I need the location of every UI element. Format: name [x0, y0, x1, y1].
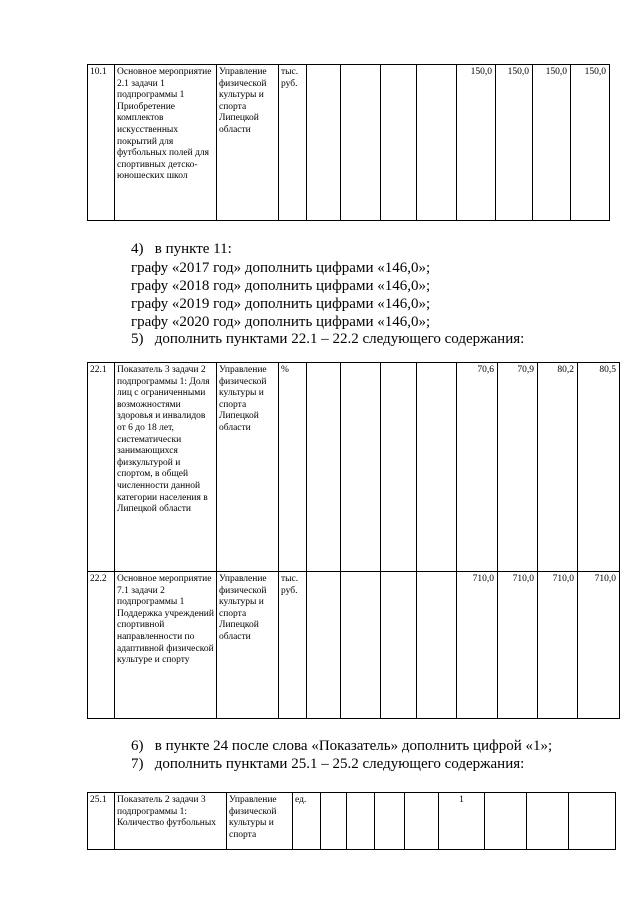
instruction-5: 5) дополнить пунктами 22.1 – 22.2 следующего содержания:	[131, 331, 525, 347]
instruction-6: 6) в пункте 24 после слова «Показатель» дополнить цифрой «1»;	[131, 738, 553, 754]
value-cell: 80,5	[578, 363, 620, 572]
value-cell: 710,0	[538, 572, 578, 719]
value-cell	[307, 363, 341, 572]
row-organization: Управление физической культуры и спорта Липецкой области	[217, 572, 279, 719]
value-cell	[527, 793, 569, 850]
value-cell: 70,6	[457, 363, 498, 572]
instruction-4: 4) в пункте 11:	[131, 241, 232, 257]
row-name: Показатель 2 задачи 3 подпрограммы 1: Количество футбольных	[115, 793, 227, 850]
value-cell	[341, 65, 381, 221]
value-cell	[321, 793, 347, 850]
value-cell	[307, 65, 341, 221]
row-organization: Управление физической культуры и спорта Липецкой области	[217, 65, 279, 221]
value-cell	[485, 793, 527, 850]
row-number: 10.1	[88, 65, 115, 221]
value-cell: 710,0	[498, 572, 538, 719]
row-organization: Управление физической культуры и спорта	[227, 793, 293, 850]
value-cell	[417, 65, 457, 221]
value-cell	[341, 572, 381, 719]
value-cell	[347, 793, 375, 850]
value-cell: 710,0	[457, 572, 498, 719]
row-number: 22.2	[88, 572, 115, 719]
value-cell: 80,2	[538, 363, 578, 572]
value-cell: 150,0	[496, 65, 533, 221]
instruction-line: графу «2017 год» дополнить цифрами «146,0»;	[131, 260, 431, 276]
value-cell	[417, 572, 457, 719]
row-name: Основное мероприятие 7.1 задачи 2 подпрограммы 1 Поддержка учреждений спортивной направленности по адаптивной физической культуре и спорту	[115, 572, 217, 719]
table-3	[87, 792, 616, 850]
value-cell	[341, 363, 381, 572]
table-row	[88, 793, 616, 850]
row-number: 25.1	[88, 793, 115, 850]
value-cell	[381, 572, 417, 719]
table-row	[88, 572, 620, 719]
row-organization: Управление физической культуры и спорта Липецкой области	[217, 363, 279, 572]
instruction-line: графу «2019 год» дополнить цифрами «146,0»;	[131, 296, 431, 312]
row-unit: тыс. руб.	[279, 65, 307, 221]
value-cell	[569, 793, 616, 850]
value-cell: 1	[439, 793, 485, 850]
value-cell: 710,0	[578, 572, 620, 719]
row-unit: %	[279, 363, 307, 572]
value-cell	[417, 363, 457, 572]
row-unit: ед.	[293, 793, 321, 850]
row-name: Показатель 3 задачи 2 подпрограммы 1: Доля лиц с ограниченными возможностями здоровья и инвалидов от 6 до 18 лет, систематически занимающихся физкультурой и спортом, в общей численности данной категории населения в Липецкой области	[115, 363, 217, 572]
row-name: Основное мероприятие 2.1 задачи 1 подпрограммы 1 Приобретение комплектов искусственных покрытий для футбольных полей для спортивных детско-юношеских школ	[115, 65, 217, 221]
value-cell	[307, 572, 341, 719]
instruction-line: графу «2020 год» дополнить цифрами «146,0»;	[131, 314, 431, 330]
value-cell	[405, 793, 439, 850]
value-cell: 70,9	[498, 363, 538, 572]
table-row	[88, 363, 620, 572]
table-row	[88, 65, 610, 221]
table-1	[87, 64, 610, 221]
value-cell: 150,0	[457, 65, 496, 221]
table-2	[87, 362, 620, 719]
value-cell: 150,0	[571, 65, 610, 221]
instruction-line: графу «2018 год» дополнить цифрами «146,0»;	[131, 278, 431, 294]
value-cell	[381, 363, 417, 572]
value-cell: 150,0	[533, 65, 571, 221]
value-cell	[375, 793, 405, 850]
value-cell	[381, 65, 417, 221]
row-unit: тыс. руб.	[279, 572, 307, 719]
instruction-7: 7) дополнить пунктами 25.1 – 25.2 следующего содержания:	[131, 756, 525, 772]
row-number: 22.1	[88, 363, 115, 572]
